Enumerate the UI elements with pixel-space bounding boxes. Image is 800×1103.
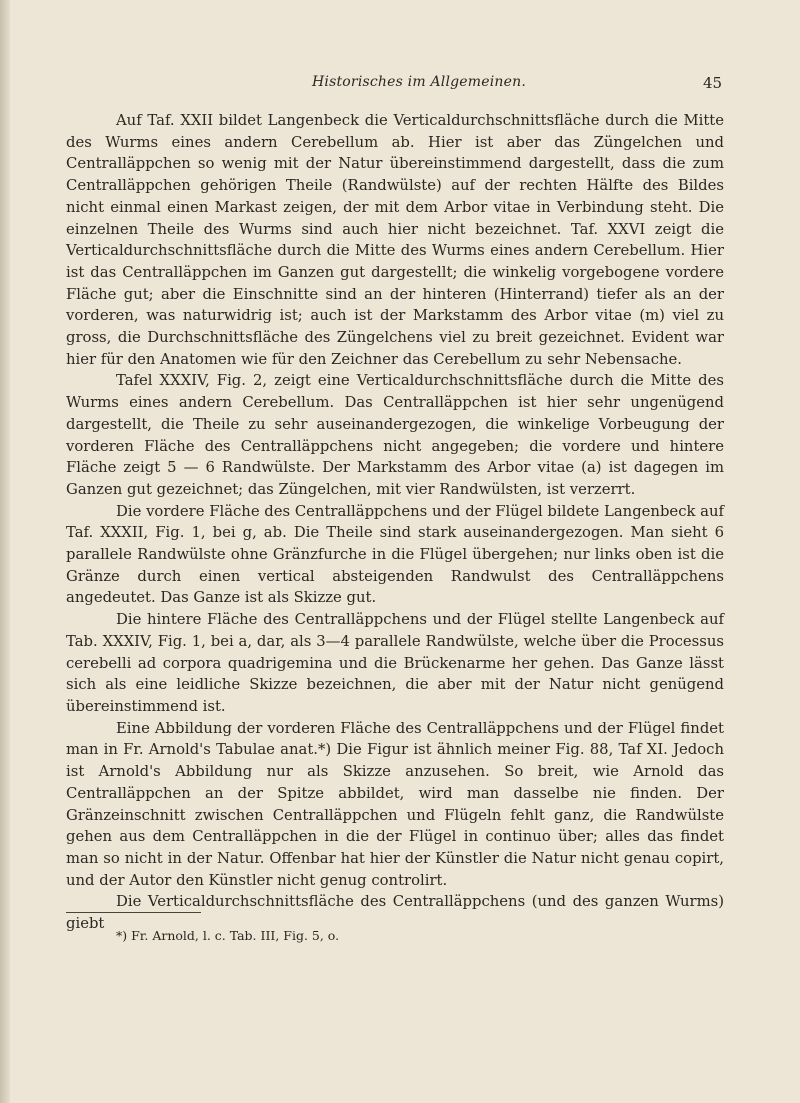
- body-text: [66, 110, 724, 935]
- footnote-divider: [66, 912, 201, 913]
- footnote: *) Fr. Arnold, l. c. Tab. III, Fig. 5, o.: [116, 928, 340, 943]
- page-number: 45: [703, 74, 723, 92]
- paragraph-1: Auf Taf. XXII bildet Langenbeck die Verticaldurchschnittsfläche durch die Mitte des Wurms eines andern Cerebellum ab. Hier ist aber das Züngelchen und Centralläppchen so wenig mit der Natur übereinstimmend dargestellt, dass die zum Centralläppchen gehörigen Theile (Randwülste) auf der rechten Hälfte des Bildes nicht einmal einen Markast zeigen, der mit dem Arbor vitae in Verbindung steht. Die einzelnen Theile des Wurms sind auch hier nicht bezeichnet. Taf. XXVI zeigt die Verticaldurchschnittsfläche durch die Mitte des Wurms eines andern Cerebellum. Hier ist das Centralläppchen im Ganzen gut dargestellt; die winkelig vorgebogene vordere Fläche gut; aber die Einschnitte sind an der hinteren (Hinterrand) tiefer als an der vorderen, was naturwidrig ist; auch ist der Markstamm des Arbor vitae (m) viel zu gross, die Durchschnittsfläche des Züngelchens viel zu breit gezeichnet. Evident war hier für den Anatomen wie für den Zeichner das Cerebellum zu sehr Nebensache.: [66, 112, 724, 368]
- page-edge-shadow: [0, 0, 10, 1103]
- page-header: [0, 74, 800, 94]
- paragraph-2: Tafel XXXIV, Fig. 2, zeigt eine Verticaldurchschnittsfläche durch die Mitte des Wurms eines andern Cerebellum. Das Centralläppchen ist hier sehr ungenügend dargestellt, die Theile zu sehr auseinandergezogen, die winkelige Vorbeugung der vorderen Fläche des Centralläppchens nicht angegeben; die vordere und hintere Fläche zeigt 5 — 6 Randwülste. Der Markstamm des Arbor vitae (a) ist dagegen im Ganzen gut gezeichnet; das Züngelchen, mit vier Randwülsten, ist verzerrt.: [66, 372, 724, 498]
- paragraph-4: Die hintere Fläche des Centralläppchens und der Flügel stellte Langenbeck auf Tab. XXXIV, Fig. 1, bei a, dar, als 3—4 parallele Randwülste, welche über die Processus cerebelli ad corpora quadrigemina und die Brückenarme her gehen. Das Ganze lässt sich als eine leidliche Skizze bezeichnen, die aber mit der Natur nicht genügend übereinstimmend ist.: [66, 611, 724, 715]
- running-title: Historisches im Allgemeinen.: [312, 74, 526, 90]
- paragraph-3: Die vordere Fläche des Centralläppchens und der Flügel bildete Langenbeck auf Taf. XXXII, Fig. 1, bei g, ab. Die Theile sind stark auseinandergezogen. Man sieht 6 parallele Randwülste ohne Gränzfurche in die Flügel übergehen; nur links oben ist die Gränze durch einen vertical absteigenden Randwulst des Centralläppchens angedeutet. Das Ganze ist als Skizze gut.: [66, 502, 724, 607]
- paragraph-5: Eine Abbildung der vorderen Fläche des Centralläppchens und der Flügel findet man in Fr. Arnold's Tabulae anat.*) Die Figur ist ähnlich meiner Fig. 88, Taf XI. Jedoch ist Arnold's Abbildung nur als Skizze anzusehen. So breit, wie Arnold das Centralläppchen an der Spitze abbildet, wird man dasselbe nie finden. Der Gränzeinschnitt zwischen Centralläppchen und Flügeln fehlt ganz, die Randwülste gehen aus dem Centralläppchen in die der Flügel in continuo über; alles das findet man so nicht in der Natur. Offenbar hat hier der Künstler die Natur nicht genau copirt, und der Autor den Künstler nicht genug controlirt.: [66, 719, 724, 889]
- paragraph-6: Die Verticaldurchschnittsfläche des Centralläppchens (und des ganzen Wurms) giebt: [66, 893, 724, 933]
